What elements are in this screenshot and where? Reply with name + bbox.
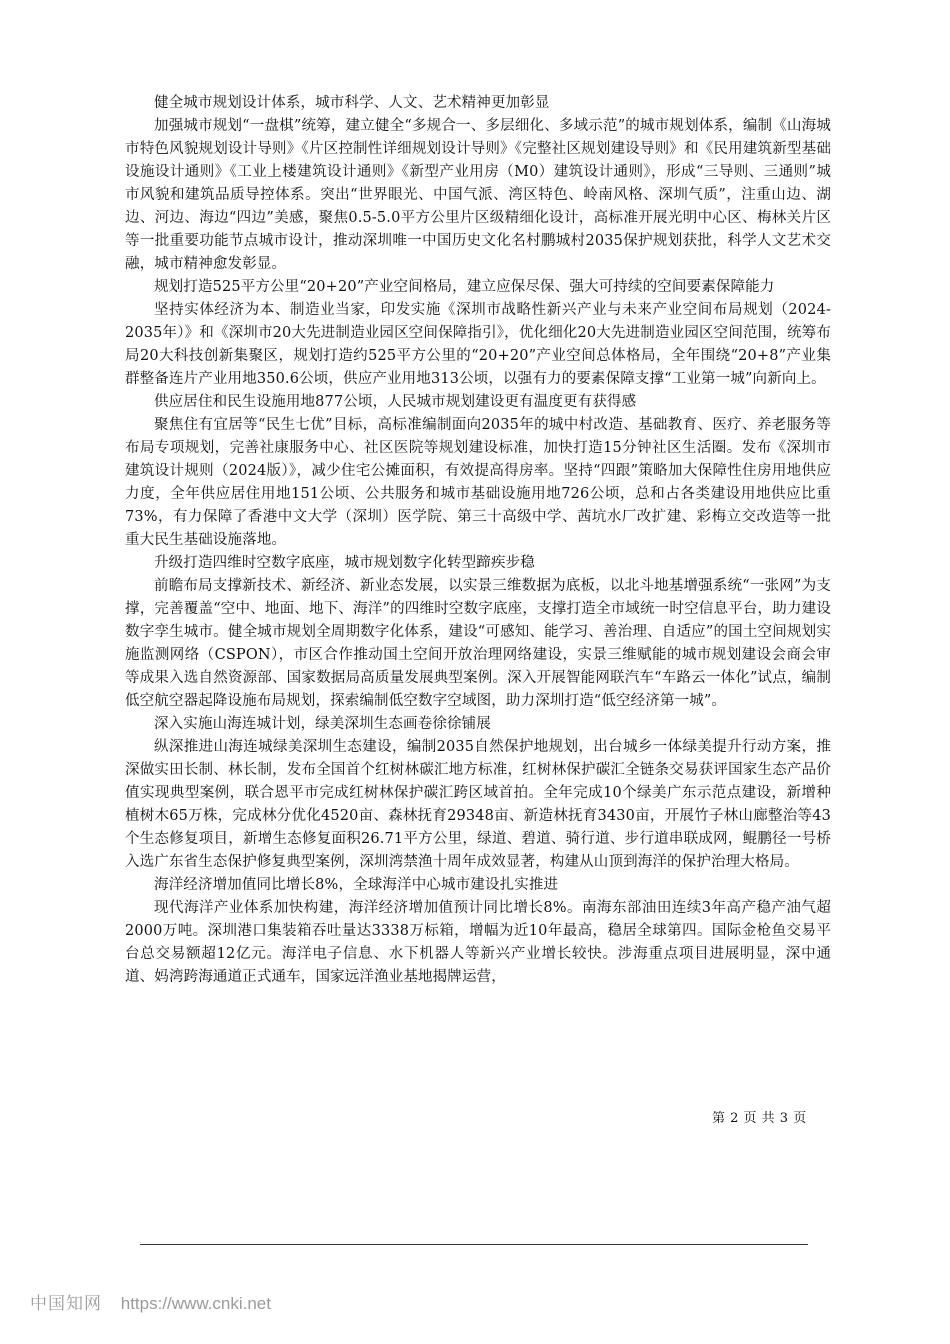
- section-body-marine-economy: 现代海洋产业体系加快构建，海洋经济增加值预计同比增长8%。南海东部油田连续3年高产稳产油气超2000万吨。深圳港口集装箱吞吐量达3338万标箱，增幅为近10年最高，稳居全球第四。国际金枪鱼交易平台总交易额超12亿元。海洋电子信息、水下机器人等新兴产业增长较快。涉海重点项目进展明显，深中通道、妈湾跨海通道正式通车，国家远洋渔业基地揭牌运营，: [125, 900, 831, 985]
- page-number: 第 2 页 共 3 页: [712, 1111, 807, 1126]
- section-body-urban-design: 加强城市规划“一盘棋”统筹，建立健全“多规合一、多层细化、多域示范”的城市规划体系，编制《山海城市特色风貌规划设计导则》《片区控制性详细规划设计导则》《完整社区规划建设导则》和《民用建筑新型基础设施设计通则》《工业上楼建筑设计通则》《新型产业用房（M0）建筑设计通则》，形成“三导则、三通则”城市风貌和建筑品质导控体系。突出“世界眼光、中国气派、湾区特色、岭南风格、深圳气质”，注重山边、湖边、河边、海边“四边”美感，聚焦0.5-5.0平方公里片区级精细化设计，高标准开展光明中心区、梅林关片区等一批重要功能节点城市设计，推动深圳唯一中国历史文化名村鹏城村2035保护规划获批，科学人文艺术交融，城市精神愈发彰显。: [125, 118, 831, 272]
- section-heading-marine-economy: 海洋经济增加值同比增长8%，全球海洋中心城市建设扎实推进: [154, 877, 559, 893]
- section-body-digital-base: 前瞻布局支撑新技术、新经济、新业态发展，以实景三维数据为底板，以北斗地基增强系统“一张网”为支撑，完善覆盖“空中、地面、地下、海洋”的四维时空数字底座，支撑打造全市域统一时空信息平台，助力建设数字孪生城市。健全城市规划全周期数字化体系，建设“可感知、能学习、善治理、自适应”的国土空间规划实施监测网络（CSPON），市区合作推动国土空间开放治理网络建设，实景三维赋能的城市规划建设会商会审等成果入选自然资源部、国家数据局高质量发展典型案例。深入开展智能网联汽车“车路云一体化”试点，编制低空航空器起降设施布局规划，探索编制低空数字空域图，助力深圳打造“低空经济第一城”。: [125, 578, 831, 709]
- watermark-name: 中国知网: [30, 1294, 102, 1313]
- section-body-ecology: 纵深推进山海连城绿美深圳生态建设，编制2035自然保护地规划，出台城乡一体绿美提升行动方案，推深做实田长制、林长制，发布全国首个红树林碳汇地方标准，红树林保护碳汇全链条交易获评国家生态产品价值实现典型案例，联合恩平市完成红树林保护碳汇跨区域首拍。全年完成10个绿美广东示范点建设，新增种植树木65万株，完成林分优化4520亩、森林抚育29348亩、新造林抚育3430亩，开展竹子林山廊整治等43个生态修复项目，新增生态修复面积26.71平方公里，绿道、碧道、骑行道、步行道串联成网，鲲鹏径一号桥入选广东省生态保护修复典型案例，深圳湾禁渔十周年成效显著，构建从山顶到海洋的保护治理大格局。: [125, 739, 831, 870]
- section-heading-urban-design: 健全城市规划设计体系，城市科学、人文、艺术精神更加彰显: [154, 95, 550, 111]
- section-heading-digital-base: 升级打造四维时空数字底座，城市规划数字化转型蹄疾步稳: [154, 555, 535, 571]
- document-body: [125, 92, 831, 989]
- footer-divider: [140, 1244, 808, 1245]
- section-heading-ecology: 深入实施山海连城计划，绿美深圳生态画卷徐徐铺展: [154, 716, 491, 732]
- watermark-url[interactable]: https://www.cnki.net: [120, 1294, 271, 1313]
- section-heading-industrial-space: 规划打造525平方公里“20+20”产业空间格局，建立应保尽保、强大可持续的空间要素保障能力: [154, 279, 775, 295]
- section-heading-housing-land: 供应居住和民生设施用地877公顷，人民城市规划建设更有温度更有获得感: [154, 394, 637, 410]
- cnki-watermark: [30, 1292, 271, 1316]
- section-body-housing-land: 聚焦住有宜居等“民生七优”目标，高标准编制面向2035年的城中村改造、基础教育、医疗、养老服务等布局专项规划，完善社康服务中心、社区医院等规划建设标准，加快打造15分钟社区生活圈。发布《深圳市建筑设计规则（2024版）》，减少住宅公摊面积，有效提高得房率。坚持“四跟”策略加大保障性住房用地供应力度，全年供应居住用地151公顷、公共服务和城市基础设施用地726公顷，总和占各类建设用地供应比重73%，有力保障了香港中文大学（深圳）医学院、第三十高级中学、茜坑水厂改扩建、彩梅立交改造等一批重大民生基础设施落地。: [125, 417, 831, 548]
- section-body-industrial-space: 坚持实体经济为本、制造业当家，印发实施《深圳市战略性新兴产业与未来产业空间布局规划（2024-2035年）》和《深圳市20大先进制造业园区空间保障指引》，优化细化20大先进制造业园区空间范围，统筹布局20大科技创新集聚区，规划打造约525平方公里的“20+20”产业空间总体格局，全年围绕“20+8”产业集群整备连片产业用地350.6公顷，供应产业用地313公顷，以强有力的要素保障支撑“工业第一城”向新向上。: [125, 302, 831, 387]
